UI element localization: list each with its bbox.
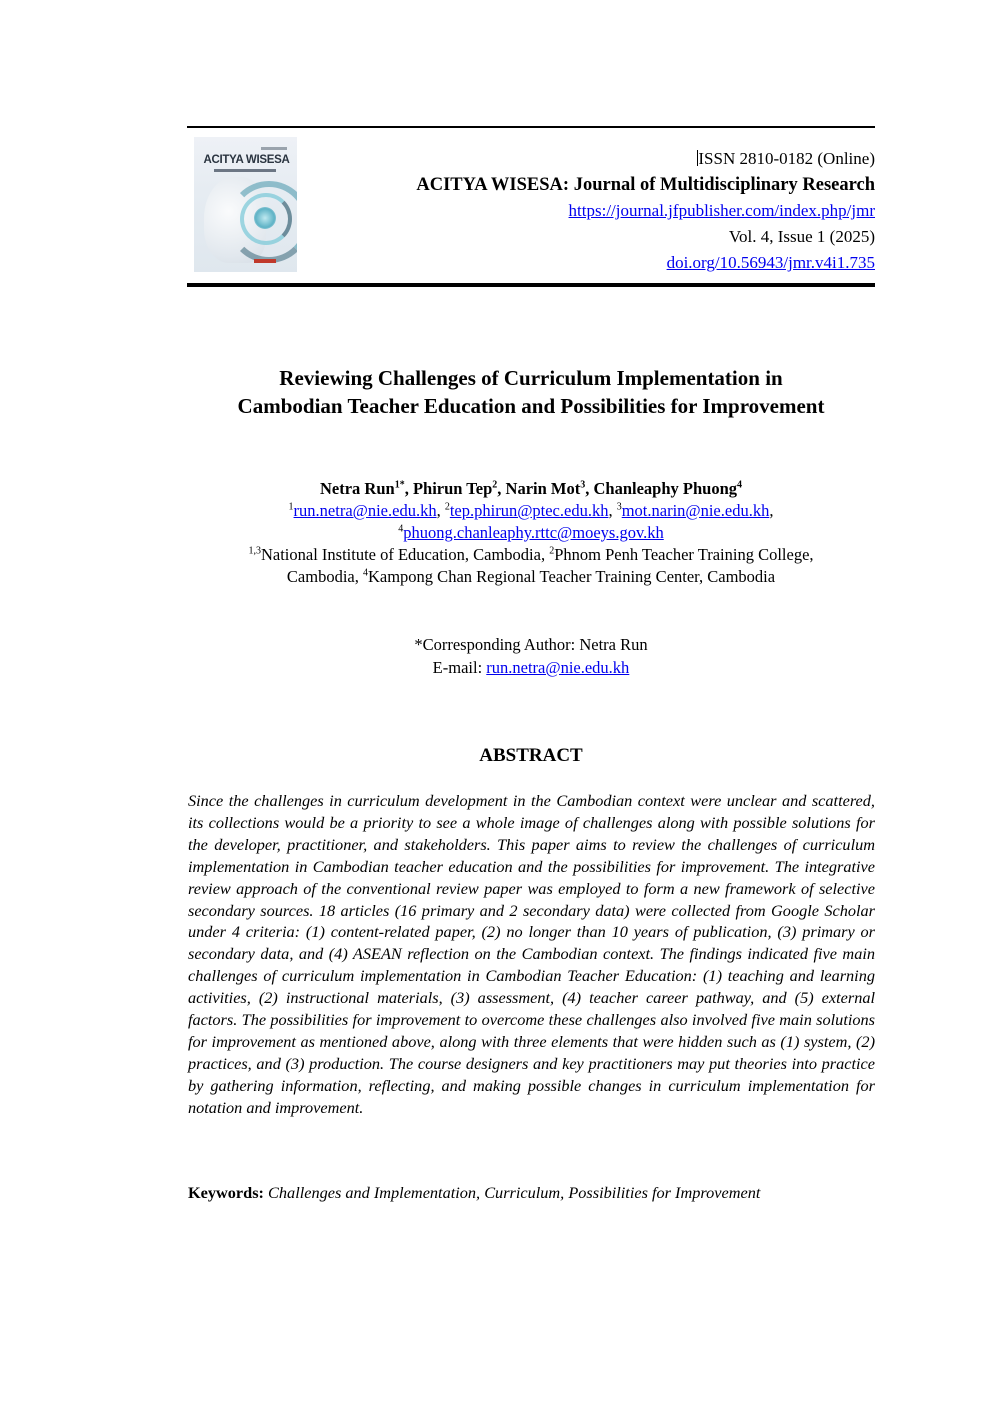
- email-label: E-mail:: [432, 658, 487, 677]
- author-sup: 2: [492, 479, 498, 491]
- affil-sup: 2: [549, 545, 555, 557]
- affiliations-line: [186, 566, 876, 588]
- corresponding-author: *Corresponding Author: Netra Run: [414, 635, 648, 654]
- author-names: Netra Run$^{1*}$, Phirun Tep$^2$, Narin Mot$^3$, Chanleaphy Phuong$^4$: [319, 479, 742, 498]
- issn-line: [416, 146, 875, 172]
- email-sup: 3: [616, 501, 622, 513]
- journal-name: ACITYA WISESA: Journal of Multidisciplinary Research: [416, 175, 875, 195]
- journal-cover-image: [194, 137, 297, 272]
- cover-issn-mark: [261, 147, 287, 150]
- cover-subtitle-mark: [214, 169, 276, 172]
- affil-sup: 1,3: [248, 545, 261, 557]
- header-rule-bottom: [187, 283, 875, 287]
- author-email-link[interactable]: mot.narin@nie.edu.kh: [621, 501, 770, 520]
- affiliation: National Institute of Education, Cambodia,: [260, 545, 550, 564]
- paper-title-line: Reviewing Challenges of Curriculum Implementation in: [279, 366, 783, 390]
- affiliation: Kampong Chan Regional Teacher Training Center, Cambodia: [367, 567, 776, 586]
- author-email-link[interactable]: tep.phirun@ptec.edu.kh: [449, 501, 609, 520]
- abstract-text: Since the challenges in curriculum development in the Cambodian context were unclear and scattered, its collections would be a priority to see a whole image of challenges along with possible solutions for the developer, practitioner, and stakeholders. This paper aims to review the challenges of curriculum implementation in Cambodian teacher education and the possibilities for improvement. The integrative review approach of the conventional review paper was employed to form a new framework of selective secondary sources. 18 articles (16 primary and 2 secondary data) were collected from Google Scholar under 4 criteria: (1) content-related paper, (2) no longer than 10 years of publication, (3) primary or secondary data, and (4) ASEAN reflection on the Cambodian context. The findings indicated five main challenges of curriculum implementation in Cambodian Teacher Education: (1) teaching and learning activities, (2) instructional materials, (3) assessment, (4) teacher career pathway, and (5) external factors. The possibilities for improvement to overcome these challenges also involved five main solutions for improvement as mentioned above, along with three elements that were hidden such as (1) system, (2) practices, and (3) production. The course designers and key practitioners may put theories into practice by gathering information, reflecting, and making possible changes in curriculum implementation for notation and improvement.: [188, 791, 875, 1117]
- corresponding-author-block: [186, 633, 876, 679]
- affiliations-line: [186, 544, 876, 566]
- author-name: Netra Run: [319, 479, 395, 498]
- cover-title: ACITYA WISESA: [203, 154, 290, 166]
- issn: ISSN 2810-0182 (Online): [698, 149, 875, 168]
- affil-sup: 4: [362, 567, 368, 579]
- corresponding-email-line: [186, 656, 876, 679]
- author-block: [186, 478, 876, 588]
- cover-publisher-logo: [254, 259, 276, 263]
- journal-header-info: [416, 146, 875, 276]
- doi-link[interactable]: doi.org/10.56943/jmr.v4i1.735: [666, 253, 875, 272]
- author-emails: $^1$run.netra@nie.edu.kh, $^2$tep.phirun@ptec.edu.kh, $^3$mot.narin@nie.edu.kh,: [288, 501, 774, 520]
- author-sup: 4: [737, 479, 742, 491]
- author-email-link[interactable]: phuong.chanleaphy.rttc@moeys.gov.kh: [403, 523, 664, 542]
- corresponding-email-link[interactable]: run.netra@nie.edu.kh: [486, 658, 630, 677]
- author-emails-cont: [186, 522, 876, 544]
- journal-url-link[interactable]: https://journal.jfpublisher.com/index.php/jmr: [568, 201, 875, 220]
- header-rule-top: [187, 126, 875, 128]
- abstract-heading: ABSTRACT: [479, 745, 583, 766]
- paper-title: [186, 364, 876, 420]
- author-sup: 3: [580, 479, 586, 491]
- cover-glow: [254, 207, 276, 229]
- affiliation: Phnom Penh Teacher Training College,: [554, 545, 814, 564]
- paper-title-line: Cambodian Teacher Education and Possibilities for Improvement: [237, 394, 825, 418]
- email-sup: 4: [398, 523, 404, 535]
- author-email-link[interactable]: run.netra@nie.edu.kh: [293, 501, 437, 520]
- volume-issue: Vol. 4, Issue 1 (2025): [728, 227, 875, 246]
- author-name: Narin Mot: [505, 479, 581, 498]
- author-name: Chanleaphy Phuong: [593, 479, 737, 498]
- email-sup: 1: [288, 501, 294, 513]
- keywords-line: [188, 1182, 875, 1204]
- keywords-value: Challenges and Implementation, Curriculum, Possibilities for Improvement: [268, 1183, 761, 1202]
- email-sup: 2: [444, 501, 450, 513]
- author-name: Phirun Tep: [412, 479, 493, 498]
- affiliation: Cambodia,: [286, 567, 363, 586]
- author-sup: 1*: [394, 479, 405, 491]
- keywords-label: Keywords:: [188, 1183, 269, 1202]
